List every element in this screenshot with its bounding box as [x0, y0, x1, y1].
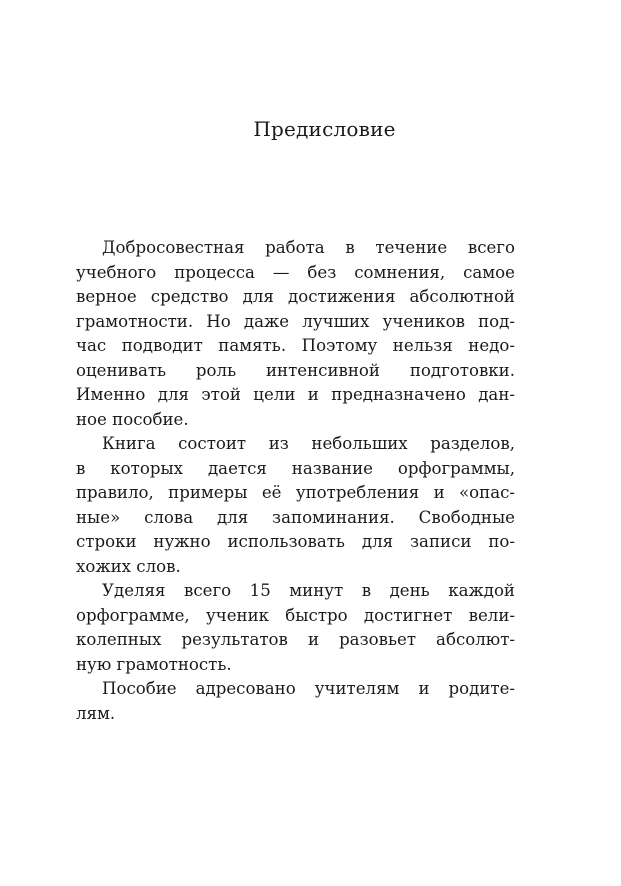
text-line: ное пособие. — [76, 409, 189, 429]
text-line: оценивать роль интенсивной подготовки. — [76, 360, 515, 380]
text-line: орфограмме, ученик быстро достигнет вели- — [76, 605, 515, 625]
text-line: час подводит память. Поэтому нельзя недо- — [76, 336, 515, 355]
text-line: строки нужно использовать для записи по- — [76, 532, 515, 551]
text-line: колепных результатов и разовьет абсолют- — [76, 630, 515, 649]
paragraph — [76, 677, 515, 726]
text-line: хожих слов. — [76, 556, 181, 576]
text-line: Именно для этой цели и предназначено дан- — [76, 385, 515, 404]
preface-text — [76, 236, 515, 726]
page-title: Предисловие — [253, 117, 396, 141]
text-line: ную грамотность. — [76, 654, 232, 674]
text-line: лям. — [76, 703, 116, 723]
text-line: Добросовестная работа в течение всего — [102, 238, 515, 257]
text-line: грамотности. Но даже лучших учеников под- — [76, 311, 515, 331]
text-line: Уделяя всего 15 минут в день каждой — [102, 581, 515, 600]
text-line: правило, примеры её употребления и «опас- — [76, 483, 515, 502]
text-line: верное средство для достижения абсолютной — [76, 287, 515, 306]
paragraph — [76, 236, 515, 432]
text-line: Книга состоит из небольших разделов, — [102, 434, 515, 453]
text-line: ные» слова для запоминания. Свободные — [76, 507, 515, 527]
paragraph — [76, 579, 515, 677]
text-line: учебного процесса — без сомнения, самое — [76, 262, 515, 282]
text-line: в которых дается название орфограммы, — [76, 458, 515, 478]
text-line: Пособие адресовано учителям и родите- — [102, 679, 515, 698]
paragraph — [76, 432, 515, 579]
